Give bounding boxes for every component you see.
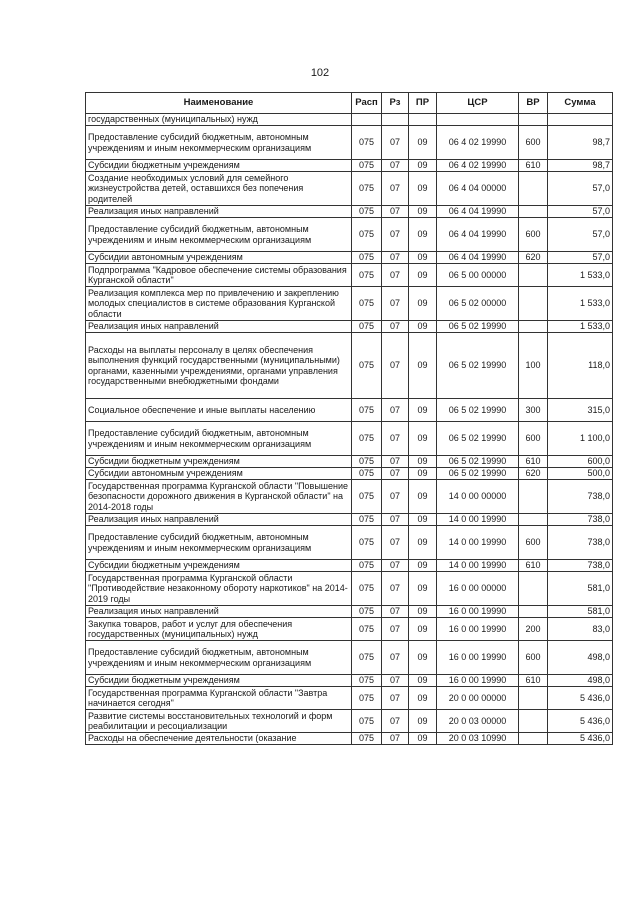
table-row (86, 618, 613, 641)
cell-name: Реализация иных направлений (86, 321, 352, 333)
cell-name: Социальное обеспечение и иные выплаты населению (86, 399, 352, 422)
cell-rasp: 075 (352, 287, 382, 321)
cell-vr (519, 606, 548, 618)
cell-csr: 16 0 00 19990 (437, 675, 519, 687)
cell-name: Субсидии бюджетным учреждениям (86, 456, 352, 468)
cell-csr: 06 4 04 19990 (437, 252, 519, 264)
cell-pr: 09 (409, 321, 437, 333)
cell-name: Субсидии бюджетным учреждениям (86, 560, 352, 572)
table-row (86, 422, 613, 456)
cell-rasp: 075 (352, 606, 382, 618)
header-vr: ВР (519, 93, 548, 114)
cell-vr (519, 733, 548, 745)
cell-name: государственных (муниципальных) нужд (86, 114, 352, 126)
cell-rasp: 075 (352, 206, 382, 218)
cell-rasp: 075 (352, 480, 382, 514)
table-row (86, 480, 613, 514)
cell-sum: 5 436,0 (548, 733, 613, 745)
cell-name: Реализация иных направлений (86, 606, 352, 618)
table-row (86, 264, 613, 287)
cell-csr: 06 5 02 19990 (437, 321, 519, 333)
cell-rz: 07 (382, 333, 409, 399)
cell-rz: 07 (382, 206, 409, 218)
cell-vr: 620 (519, 252, 548, 264)
cell-vr: 100 (519, 333, 548, 399)
cell-csr: 14 0 00 00000 (437, 480, 519, 514)
table-row (86, 456, 613, 468)
cell-sum: 57,0 (548, 172, 613, 206)
cell-rz: 07 (382, 321, 409, 333)
cell-sum: 738,0 (548, 526, 613, 560)
cell-pr: 09 (409, 641, 437, 675)
cell-name: Субсидии автономным учреждениям (86, 252, 352, 264)
cell-rz: 07 (382, 687, 409, 710)
cell-pr: 09 (409, 218, 437, 252)
table-row (86, 126, 613, 160)
cell-rz: 07 (382, 710, 409, 733)
cell-csr: 06 4 04 00000 (437, 172, 519, 206)
cell-rz: 07 (382, 526, 409, 560)
cell-vr: 610 (519, 456, 548, 468)
cell-sum: 98,7 (548, 126, 613, 160)
cell-sum: 600,0 (548, 456, 613, 468)
cell-vr: 610 (519, 160, 548, 172)
cell-name: Реализация комплекса мер по привлечению и закреплению молодых специалистов в системе образования Курганской области (86, 287, 352, 321)
table-row (86, 252, 613, 264)
header-name: Наименование (86, 93, 352, 114)
table-row (86, 710, 613, 733)
cell-sum: 5 436,0 (548, 687, 613, 710)
cell-vr (519, 172, 548, 206)
cell-rasp: 075 (352, 710, 382, 733)
cell-pr: 09 (409, 160, 437, 172)
cell-rasp: 075 (352, 618, 382, 641)
cell-sum: 738,0 (548, 514, 613, 526)
cell-name: Развитие системы восстановительных технологий и форм реабилитации и ресоциализации (86, 710, 352, 733)
cell-rz: 07 (382, 560, 409, 572)
table-row (86, 321, 613, 333)
cell-csr: 16 0 00 00000 (437, 572, 519, 606)
cell-pr: 09 (409, 422, 437, 456)
cell-rz: 07 (382, 618, 409, 641)
cell-pr: 09 (409, 456, 437, 468)
cell-rasp: 075 (352, 264, 382, 287)
cell-rz: 07 (382, 480, 409, 514)
table-body (86, 114, 613, 745)
cell-rasp: 075 (352, 687, 382, 710)
cell-csr: 06 5 02 19990 (437, 456, 519, 468)
cell-pr: 09 (409, 618, 437, 641)
cell-sum: 1 533,0 (548, 321, 613, 333)
cell-name: Государственная программа Курганской области "Противодействие незаконному обороту наркотиков" на 2014-2019 годы (86, 572, 352, 606)
cell-rasp: 075 (352, 252, 382, 264)
cell-name: Предоставление субсидий бюджетным, автономным учреждениям и иным некоммерческим организациям (86, 641, 352, 675)
table-row (86, 206, 613, 218)
cell-vr: 200 (519, 618, 548, 641)
header-rz: Рз (382, 93, 409, 114)
cell-sum: 500,0 (548, 468, 613, 480)
table-row (86, 218, 613, 252)
table-row (86, 641, 613, 675)
cell-csr: 06 5 02 19990 (437, 468, 519, 480)
cell-csr: 06 5 00 00000 (437, 264, 519, 287)
cell-rz: 07 (382, 572, 409, 606)
cell-rz: 07 (382, 606, 409, 618)
cell-rasp: 075 (352, 399, 382, 422)
cell-sum: 57,0 (548, 206, 613, 218)
cell-vr (519, 114, 548, 126)
cell-csr: 06 4 04 19990 (437, 218, 519, 252)
cell-csr: 14 0 00 19990 (437, 560, 519, 572)
cell-rz: 07 (382, 514, 409, 526)
cell-pr: 09 (409, 480, 437, 514)
cell-pr: 09 (409, 287, 437, 321)
cell-vr: 610 (519, 675, 548, 687)
cell-pr: 09 (409, 206, 437, 218)
cell-vr (519, 710, 548, 733)
table-row (86, 468, 613, 480)
cell-rz: 07 (382, 287, 409, 321)
cell-name: Закупка товаров, работ и услуг для обеспечения государственных (муниципальных) нужд (86, 618, 352, 641)
cell-csr: 20 0 03 00000 (437, 710, 519, 733)
cell-name: Расходы на обеспечение деятельности (оказание (86, 733, 352, 745)
header-sum: Сумма (548, 93, 613, 114)
cell-pr: 09 (409, 560, 437, 572)
cell-rz: 07 (382, 252, 409, 264)
cell-pr: 09 (409, 572, 437, 606)
budget-table (85, 92, 613, 745)
cell-rz: 07 (382, 422, 409, 456)
cell-csr: 20 0 00 00000 (437, 687, 519, 710)
cell-sum: 498,0 (548, 641, 613, 675)
cell-sum: 5 436,0 (548, 710, 613, 733)
cell-rz: 07 (382, 468, 409, 480)
cell-name: Государственная программа Курганской области "Завтра начинается сегодня" (86, 687, 352, 710)
cell-vr (519, 264, 548, 287)
cell-pr: 09 (409, 606, 437, 618)
cell-sum: 498,0 (548, 675, 613, 687)
cell-sum: 581,0 (548, 572, 613, 606)
cell-rasp: 075 (352, 126, 382, 160)
cell-rasp: 075 (352, 514, 382, 526)
cell-sum: 98,7 (548, 160, 613, 172)
cell-sum (548, 114, 613, 126)
table-row (86, 172, 613, 206)
cell-rz: 07 (382, 399, 409, 422)
cell-name: Подпрограмма "Кадровое обеспечение системы образования Курганской области" (86, 264, 352, 287)
cell-rasp: 075 (352, 572, 382, 606)
table-row (86, 572, 613, 606)
cell-rasp: 075 (352, 733, 382, 745)
cell-rz: 07 (382, 126, 409, 160)
cell-rz: 07 (382, 172, 409, 206)
cell-sum: 581,0 (548, 606, 613, 618)
table-row (86, 287, 613, 321)
cell-pr (409, 114, 437, 126)
cell-sum: 1 533,0 (548, 264, 613, 287)
cell-name: Реализация иных направлений (86, 206, 352, 218)
cell-name: Субсидии бюджетным учреждениям (86, 160, 352, 172)
cell-csr: 06 5 02 19990 (437, 333, 519, 399)
cell-csr: 16 0 00 19990 (437, 641, 519, 675)
cell-rasp (352, 114, 382, 126)
table-header-row (86, 93, 613, 114)
cell-csr: 20 0 03 10990 (437, 733, 519, 745)
cell-rz: 07 (382, 160, 409, 172)
cell-csr (437, 114, 519, 126)
table-row (86, 606, 613, 618)
table-row (86, 160, 613, 172)
table-row (86, 675, 613, 687)
table-row (86, 399, 613, 422)
cell-sum: 315,0 (548, 399, 613, 422)
cell-pr: 09 (409, 526, 437, 560)
cell-csr: 06 4 02 19990 (437, 126, 519, 160)
cell-name: Реализация иных направлений (86, 514, 352, 526)
cell-pr: 09 (409, 514, 437, 526)
cell-rz: 07 (382, 456, 409, 468)
cell-sum: 738,0 (548, 480, 613, 514)
cell-vr (519, 514, 548, 526)
cell-rasp: 075 (352, 641, 382, 675)
cell-csr: 06 4 02 19990 (437, 160, 519, 172)
cell-vr: 600 (519, 126, 548, 160)
cell-sum: 1 100,0 (548, 422, 613, 456)
cell-pr: 09 (409, 252, 437, 264)
cell-rz: 07 (382, 264, 409, 287)
cell-rz: 07 (382, 641, 409, 675)
cell-sum: 738,0 (548, 560, 613, 572)
cell-pr: 09 (409, 333, 437, 399)
cell-pr: 09 (409, 468, 437, 480)
cell-rz (382, 114, 409, 126)
cell-name: Государственная программа Курганской области "Повышение безопасности дорожного движения в Курганской области" на 2014-2018 годы (86, 480, 352, 514)
cell-vr (519, 206, 548, 218)
cell-name: Предоставление субсидий бюджетным, автономным учреждениям и иным некоммерческим организациям (86, 126, 352, 160)
cell-rasp: 075 (352, 526, 382, 560)
cell-vr: 610 (519, 560, 548, 572)
cell-rasp: 075 (352, 321, 382, 333)
cell-csr: 16 0 00 19990 (437, 618, 519, 641)
cell-rasp: 075 (352, 560, 382, 572)
cell-rasp: 075 (352, 333, 382, 399)
header-csr: ЦСР (437, 93, 519, 114)
cell-pr: 09 (409, 710, 437, 733)
table-row (86, 333, 613, 399)
cell-sum: 118,0 (548, 333, 613, 399)
header-pr: ПР (409, 93, 437, 114)
cell-sum: 83,0 (548, 618, 613, 641)
cell-name: Субсидии бюджетным учреждениям (86, 675, 352, 687)
cell-csr: 14 0 00 19990 (437, 514, 519, 526)
cell-vr: 300 (519, 399, 548, 422)
cell-vr: 600 (519, 641, 548, 675)
cell-rasp: 075 (352, 218, 382, 252)
table-row (86, 560, 613, 572)
table-row (86, 514, 613, 526)
cell-pr: 09 (409, 264, 437, 287)
cell-rasp: 075 (352, 468, 382, 480)
cell-vr (519, 480, 548, 514)
page-number: 102 (310, 67, 330, 79)
cell-vr (519, 572, 548, 606)
header-rasp: Расп (352, 93, 382, 114)
cell-vr (519, 687, 548, 710)
cell-rasp: 075 (352, 422, 382, 456)
table-row (86, 687, 613, 710)
cell-vr (519, 287, 548, 321)
table-row (86, 733, 613, 745)
cell-rasp: 075 (352, 456, 382, 468)
cell-sum: 57,0 (548, 218, 613, 252)
cell-csr: 16 0 00 19990 (437, 606, 519, 618)
cell-rz: 07 (382, 675, 409, 687)
cell-vr: 600 (519, 218, 548, 252)
table-row (86, 526, 613, 560)
cell-csr: 06 4 04 19990 (437, 206, 519, 218)
cell-sum: 1 533,0 (548, 287, 613, 321)
cell-csr: 14 0 00 19990 (437, 526, 519, 560)
cell-csr: 06 5 02 19990 (437, 399, 519, 422)
cell-pr: 09 (409, 687, 437, 710)
cell-vr: 620 (519, 468, 548, 480)
cell-sum: 57,0 (548, 252, 613, 264)
cell-rasp: 075 (352, 172, 382, 206)
cell-vr: 600 (519, 526, 548, 560)
table-row (86, 114, 613, 126)
cell-vr (519, 321, 548, 333)
cell-rz: 07 (382, 218, 409, 252)
cell-name: Субсидии автономным учреждениям (86, 468, 352, 480)
cell-rz: 07 (382, 733, 409, 745)
cell-name: Предоставление субсидий бюджетным, автономным учреждениям и иным некоммерческим организациям (86, 526, 352, 560)
cell-pr: 09 (409, 399, 437, 422)
cell-vr: 600 (519, 422, 548, 456)
cell-rasp: 075 (352, 160, 382, 172)
cell-csr: 06 5 02 00000 (437, 287, 519, 321)
cell-pr: 09 (409, 172, 437, 206)
cell-rasp: 075 (352, 675, 382, 687)
cell-name: Предоставление субсидий бюджетным, автономным учреждениям и иным некоммерческим организациям (86, 218, 352, 252)
cell-pr: 09 (409, 675, 437, 687)
cell-pr: 09 (409, 126, 437, 160)
cell-csr: 06 5 02 19990 (437, 422, 519, 456)
cell-name: Расходы на выплаты персоналу в целях обеспечения выполнения функций государственными (муниципальными) органами, казенными учреждениями, органами управления государственными внебюджетными фондами (86, 333, 352, 399)
cell-name: Предоставление субсидий бюджетным, автономным учреждениям и иным некоммерческим организациям (86, 422, 352, 456)
cell-name: Создание необходимых условий для семейного жизнеустройства детей, оставшихся без попечения родителей (86, 172, 352, 206)
cell-pr: 09 (409, 733, 437, 745)
